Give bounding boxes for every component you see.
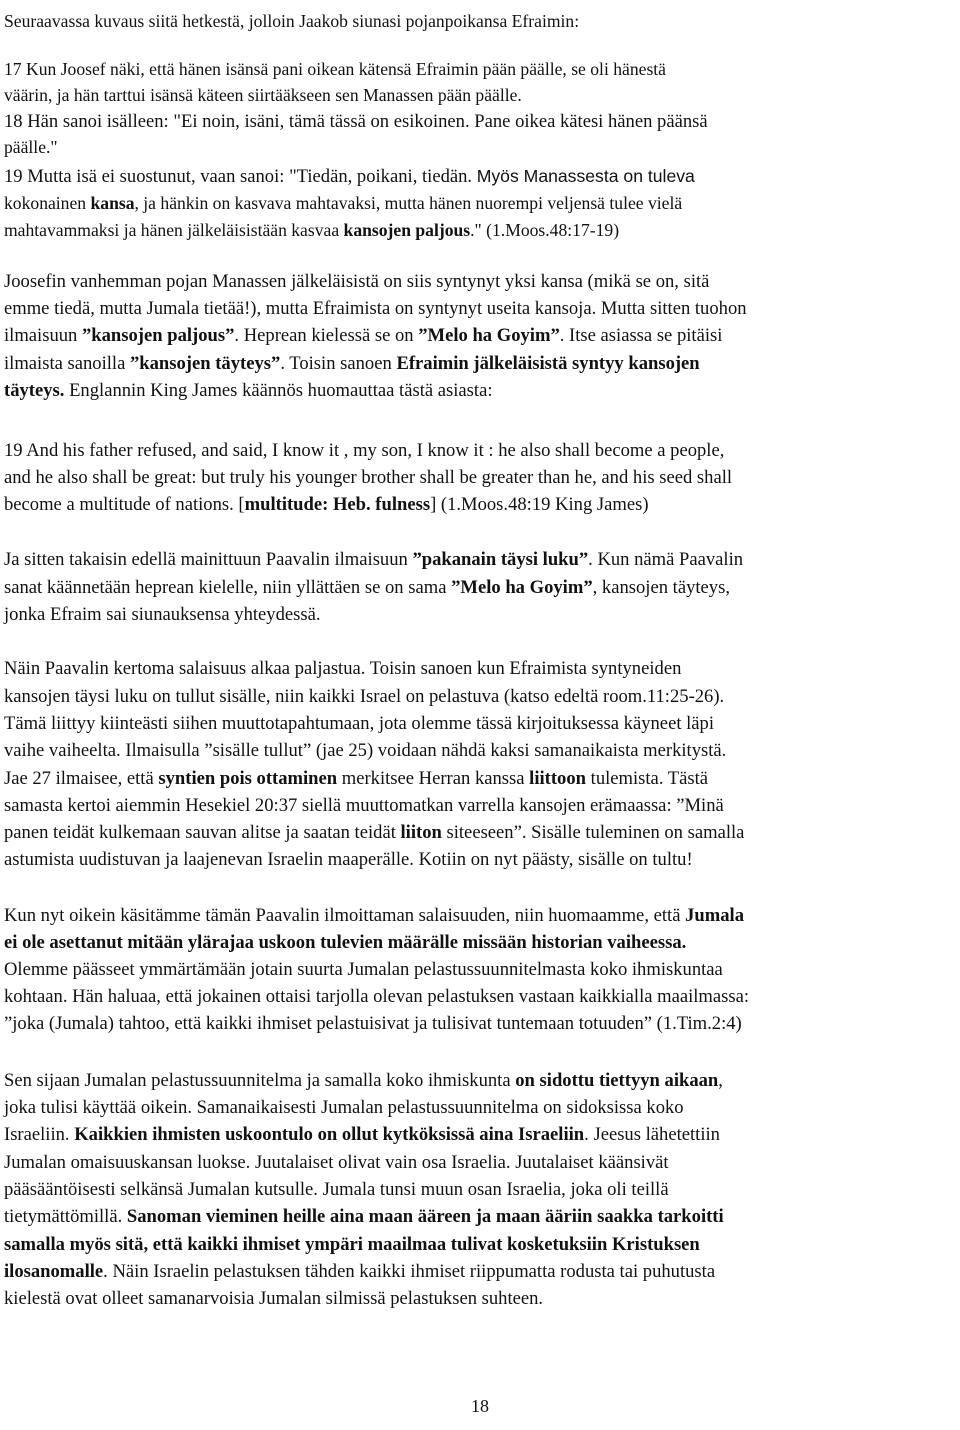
bold-text: ”pakanain täysi luku”	[412, 549, 589, 570]
text-line	[4, 1094, 684, 1121]
text-run: 19 And his father refused, and said, I know it , my son, I know it : he also shall become a people,	[4, 440, 725, 461]
text-run: kokonainen	[4, 193, 91, 213]
text-run: panen teidät kulkemaan sauvan alitse ja saatan teidät	[4, 822, 401, 843]
text-run: samasta kertoi aiemmin Hesekiel 20:37 siellä muuttomatkan varrella kansojen erämaassa: ”Minä	[4, 795, 724, 816]
text-run: Tämä liittyy kiinteästi siihen muuttotapahtumaan, jota olemme tässä kirjoituksessa käyneet läpi	[4, 713, 715, 734]
bold-text: Sanoman vieminen heille aina maan ääreen ja maan ääriin saakka tarkoitti	[126, 1206, 724, 1227]
text-run: astumista uudistuvan ja laajenevan Israelin maaperälle. Kotiin on nyt päästy, sisälle on tultu!	[4, 849, 693, 870]
text-line	[4, 683, 724, 710]
bold-text: ”Melo ha Goyim”	[451, 577, 593, 598]
text-run: ] (1.Moos.48:19 King James)	[430, 494, 649, 515]
bold-text: kansojen paljous	[343, 220, 471, 240]
text-line	[4, 491, 649, 518]
text-line	[4, 902, 744, 929]
text-run: . Näin Israelin pelastuksen tähden kaikki ihmiset riippumatta rodusta tai puhutusta	[103, 1261, 716, 1282]
text-line	[4, 546, 743, 573]
text-line	[4, 819, 744, 846]
text-run: vaihe vaiheelta. Ilmaisulla ”sisälle tullut” (jae 25) voidaan nähdä kaksi samanaikaista merkitystä.	[4, 740, 727, 761]
text-run: kielestä ovat olleet samanarvoisia Jumalan silmissä pelastuksen suhteen.	[4, 1288, 544, 1309]
bold-text: multitude: Heb. fulness	[244, 494, 431, 515]
text-line	[4, 574, 730, 601]
text-line	[4, 655, 681, 682]
bold-text: Jumala	[685, 905, 744, 926]
text-run: and he also shall be great: but truly his younger brother shall be greater than he, and his seed shall	[4, 467, 733, 488]
page-number: 18	[471, 1396, 489, 1416]
text-run: sanat käännetään heprean kielelle, niin yllättäen se on sama	[4, 577, 452, 598]
bold-text: ilosanomalle	[4, 1261, 104, 1282]
text-run: ilmaista sanoilla	[4, 353, 130, 374]
text-run: Näin Paavalin kertoma salaisuus alkaa paljastua. Toisin sanoen kun Efraimista syntyneiden	[4, 658, 682, 679]
text-line	[4, 268, 709, 295]
bold-text: ”kansojen täyteys”	[130, 353, 281, 374]
text-line	[4, 322, 722, 349]
text-line	[4, 1176, 669, 1203]
text-run: . Toisin sanoen	[280, 353, 397, 374]
text-line	[4, 464, 732, 491]
text-line	[4, 983, 749, 1010]
bold-text: ei ole asettanut mitään ylärajaa uskoon tulevien määrälle missään historian vaiheessa.	[4, 932, 687, 953]
text-line	[4, 134, 58, 161]
text-run: jonka Efraim sai siunauksensa yhteydessä.	[4, 604, 321, 625]
text-run: päälle."	[4, 137, 58, 157]
text-run: . Itse asiassa se pitäisi	[559, 325, 723, 346]
text-run: pääsääntöisesti selkänsä Jumalan kutsulle. Jumala tunsi muun osan Israelia, joka oli teillä	[4, 1179, 669, 1200]
text-line	[4, 82, 522, 109]
text-line	[4, 710, 714, 737]
text-run: ”joka (Jumala) tahtoo, että kaikki ihmiset pelastuisivat ja tulisivat tuntemaan totuuden” (1.Tim.2:4)	[4, 1013, 742, 1034]
text-run: Englannin King James käännös huomauttaa tästä asiasta:	[64, 380, 493, 401]
text-line	[4, 295, 747, 322]
text-line	[4, 929, 686, 956]
text-run: ." (1.Moos.48:17-19)	[470, 220, 620, 240]
text-run: become a multitude of nations. [	[4, 494, 245, 515]
text-run: Joosefin vanhemman pojan Manassen jälkeläisistä on siis syntynyt yksi kansa (mikä se on, sitä	[4, 271, 710, 292]
bold-text: samalla myös sitä, että kaikki ihmiset ympäri maailmaa tulivat kosketuksiin Kristuksen	[4, 1234, 700, 1255]
text-line	[4, 1121, 720, 1148]
bold-text: liiton	[400, 822, 442, 843]
text-line	[4, 163, 695, 190]
bold-text: kansa	[90, 193, 135, 213]
text-line	[4, 350, 700, 377]
text-run: väärin, ja hän tarttui isänsä käteen siirtääkseen sen Manassen pään päälle.	[4, 85, 522, 105]
text-line	[4, 437, 724, 464]
bold-text: liittoon	[529, 768, 586, 789]
text-run: siteeseen”. Sisälle tuleminen on samalla	[441, 822, 745, 843]
text-run: 18 Hän sanoi isälleen: "Ei noin, isäni, tämä tässä on esikoinen. Pane oikea kätesi hänen päänsä	[4, 111, 708, 132]
text-run: Israeliin.	[4, 1124, 75, 1145]
text-line	[4, 1010, 742, 1037]
text-run: ilmaisuun	[4, 325, 82, 346]
text-run: Jae 27 ilmaisee, että	[4, 768, 159, 789]
bold-text: on sidottu tiettyyn aikaan	[515, 1070, 719, 1091]
bold-text: ”Melo ha Goyim”	[418, 325, 560, 346]
text-line	[4, 1285, 543, 1312]
bold-text: Efraimin jälkeläisistä syntyy kansojen	[396, 353, 700, 374]
text-run: tietymättömillä.	[4, 1206, 127, 1227]
text-line	[4, 765, 708, 792]
bold-text: Kaikkien ihmisten uskoontulo on ollut kytköksissä aina Israeliin	[74, 1124, 585, 1145]
text-line	[4, 956, 723, 983]
text-run: emme tiedä, mutta Jumala tietää!), mutta Efraimista on syntynyt useita kansoja. Mutta sitten tuohon	[4, 298, 747, 319]
text-line	[4, 190, 682, 217]
text-run: 19 Mutta isä ei suostunut, vaan sanoi: "Tiedän, poikani, tiedän.	[4, 166, 477, 187]
text-run: , kansojen täyteys,	[592, 577, 730, 598]
text-run: 17 Kun Joosef näki, että hänen isänsä pani oikean kätensä Efraimin pään päälle, se oli hänestä	[4, 59, 666, 79]
text-run: merkitsee Herran kanssa	[337, 768, 530, 789]
text-run: Sen sijaan Jumalan pelastussuunnitelma ja samalla koko ihmiskunta	[4, 1070, 516, 1091]
bold-text: ”kansojen paljous”	[82, 325, 235, 346]
text-line	[4, 8, 579, 35]
text-line	[4, 846, 693, 873]
text-run: joka tulisi käyttää oikein. Samanaikaisesti Jumalan pelastussuunnitelma on sidoksissa koko	[4, 1097, 684, 1118]
text-line	[4, 1149, 669, 1176]
text-run: Ja sitten takaisin edellä mainittuun Paavalin ilmaisuun	[4, 549, 413, 570]
text-line	[4, 1067, 723, 1094]
text-line	[4, 737, 726, 764]
text-line	[4, 56, 666, 83]
text-run: Olemme päässeet ymmärtämään jotain suurta Jumalan pelastussuunnitelmasta koko ihmiskuntaa	[4, 959, 723, 980]
text-run: kansojen täysi luku on tullut sisälle, niin kaikki Israel on pelastuva (katso edeltä room.11:25-26).	[4, 686, 725, 707]
text-line	[4, 377, 493, 404]
text-run: . Heprean kielessä se on	[234, 325, 419, 346]
text-line	[4, 108, 708, 135]
text-run: ,	[718, 1070, 723, 1091]
text-line	[4, 601, 321, 628]
text-run: mahtavammaksi ja hänen jälkeläisistään kasvaa	[4, 220, 344, 240]
text-run: Myös Manassesta on tuleva	[476, 166, 695, 186]
bold-text: täyteys.	[4, 380, 65, 401]
text-line	[4, 1258, 715, 1285]
text-line	[4, 792, 724, 819]
text-line	[4, 1231, 700, 1258]
text-run: tulemista. Tästä	[586, 768, 709, 789]
text-run: . Jeesus lähetettiin	[584, 1124, 720, 1145]
text-run: Kun nyt oikein käsitämme tämän Paavalin ilmoittaman salaisuuden, niin huomaamme, että	[4, 905, 686, 926]
text-run: Seuraavassa kuvaus siitä hetkestä, jolloin Jaakob siunasi pojanpoikansa Efraimin:	[4, 11, 580, 31]
text-line	[4, 1203, 724, 1230]
text-run: , ja hänkin on kasvava mahtavaksi, mutta hänen nuorempi veljensä tulee vielä	[134, 193, 683, 213]
text-run: . Kun nämä Paavalin	[588, 549, 744, 570]
text-run: Jumalan omaisuuskansan luokse. Juutalaiset olivat vain osa Israelia. Juutalaiset käänsivät	[4, 1152, 669, 1173]
bold-text: syntien pois ottaminen	[158, 768, 338, 789]
text-line	[4, 217, 619, 244]
text-run: kohtaan. Hän haluaa, että jokainen ottaisi tarjolla olevan pelastuksen vastaan kaikkialla maailmassa:	[4, 986, 750, 1007]
